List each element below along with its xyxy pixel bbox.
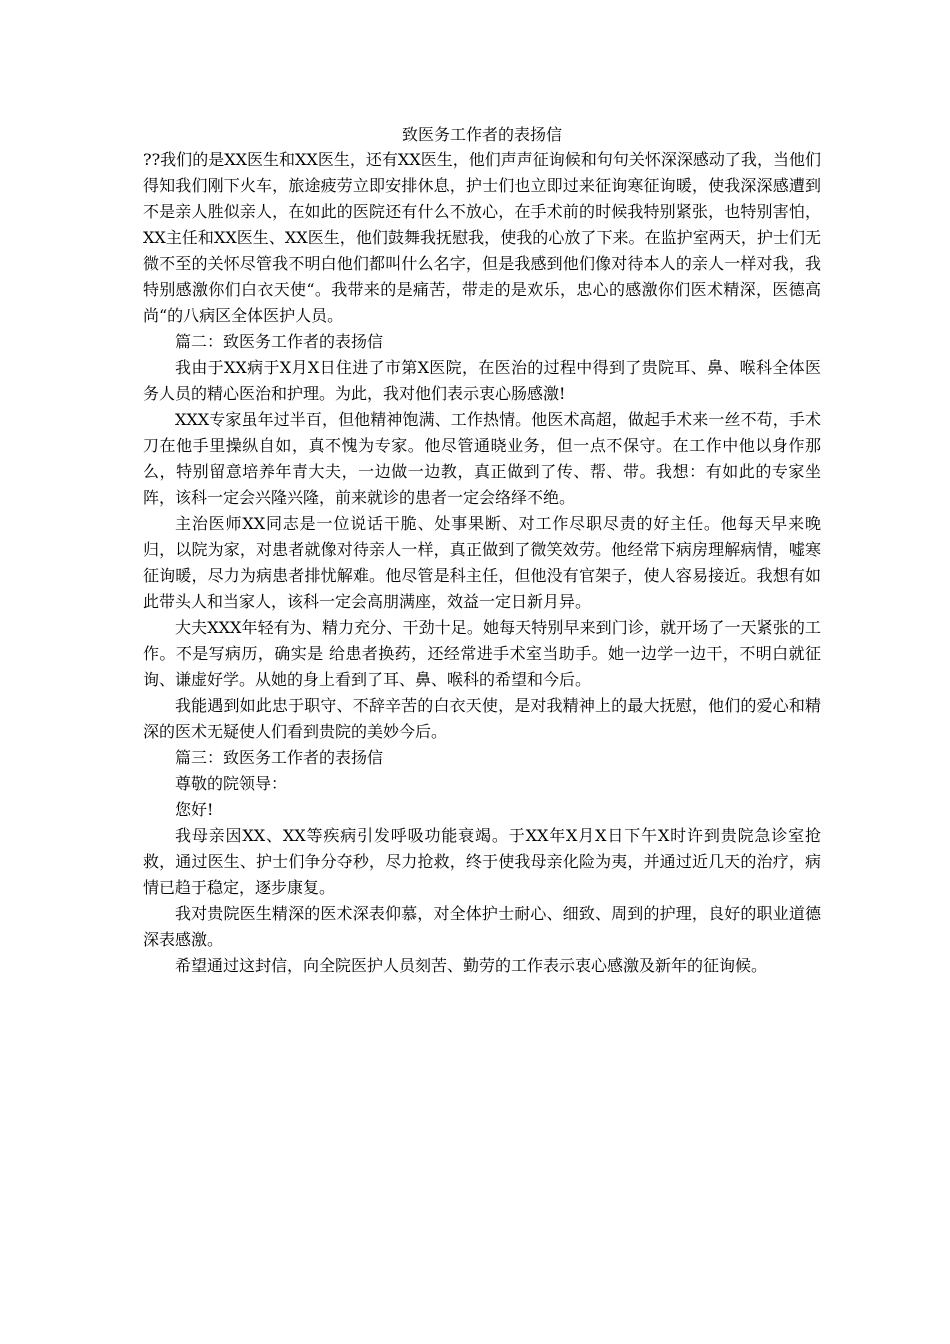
greeting: 您好! (175, 800, 214, 819)
paragraph-7: 我母亲因XX、XX等疾病引发呼吸功能衰竭。于XX年X月X日下午X时许到贵院急诊室抢救，通过医生、护士们争分夺秒，尽力抢救，终于使我母亲化险为夷，并通过近几天的治疗，病情已趋于稳定，逐步康复。 (143, 826, 821, 897)
paragraph-4: 主治医师XX同志是一位说话干脆、处事果断、对工作尽职尽责的好主任。他每天早来晚归，以院为家，对患者就像对待亲人一样，真正做到了微笑效劳。他经常下病房理解病情，嘘寒征询暖，尽力为病患者排忧解难。他尽管是科主任，但他没有官架子，使人容易接近。我想有如此带头人和当家人，该科一定会高朋满座，效益一定日新月异。 (143, 514, 821, 611)
paragraph-2: 我由于XX病于X月X日住进了市第X医院，在医治的过程中得到了贵院耳、鼻、喉科全体医务人员的精心医治和护理。为此，我对他们表示衷心肠感激! (143, 358, 821, 403)
document-title: 致医务工作者的表扬信 (401, 125, 562, 144)
paragraph-1: ??我们的是XX医生和XX医生，还有XX医生，他们声声征询候和句句关怀深深感动了我，当他们得知我们刚下火车，旅途疲劳立即安排休息，护士们也立即过来征询寒征询暖，使我深深感遭到不是亲人胜似亲人，在如此的医院还有什么不放心，在手术前的时候我特别紧张，也特别害怕，XX主任和XX医生、XX医生，他们鼓舞我抚慰我，使我的心放了下来。在监护室两天，护士们无微不至的关怀尽管我不明白他们都叫什么名字，但是我感到他们像对待本人的亲人一样对我，我特别感激你们白衣天使“。我带来的是痛苦，带走的是欢乐，忠心的感激你们医术精深，医德高尚“的八病区全体医护人员。 (143, 150, 821, 325)
paragraph-9: 希望通过这封信，向全院医护人员刻苦、勤劳的工作表示衷心感激及新年的征询候。 (175, 956, 768, 975)
paragraph-5: 大夫XXX年轻有为、精力充分、干劲十足。她每天特别早来到门诊，就开场了一天紧张的工作。不是写病历，确实是 给患者换药，还经常进手术室当助手。她一边学一边干，不明白就征询、谦虚好学。从她的身上看到了耳、鼻、喉科的希望和今后。 (143, 618, 821, 689)
paragraph-8: 我对贵院医生精深的医术深表仰慕，对全体护士耐心、细致、周到的护理，良好的职业道德深表感激。 (143, 904, 821, 949)
section-heading-3: 篇三：致医务工作者的表扬信 (175, 748, 384, 767)
paragraph-3: XXX专家虽年过半百，但他精神饱满、工作热情。他医术高超，做起手术来一丝不苟，手术刀在他手里操纵自如，真不愧为专家。他尽管通晓业务，但一点不保守。在工作中他以身作那么，特别留意培养年青大夫，一边做一边教，真正做到了传、帮、带。我想：有如此的专家坐阵，该科一定会兴隆兴隆，前来就诊的患者一定会络绎不绝。 (143, 410, 821, 507)
salutation: 尊敬的院领导： (175, 774, 288, 793)
section-heading-2: 篇二：致医务工作者的表扬信 (175, 332, 384, 351)
paragraph-6: 我能遇到如此忠于职守、不辞辛苦的白衣天使，是对我精神上的最大抚慰，他们的爱心和精深的医术无疑使人们看到贵院的美妙今后。 (143, 696, 821, 741)
document-page (143, 123, 821, 979)
